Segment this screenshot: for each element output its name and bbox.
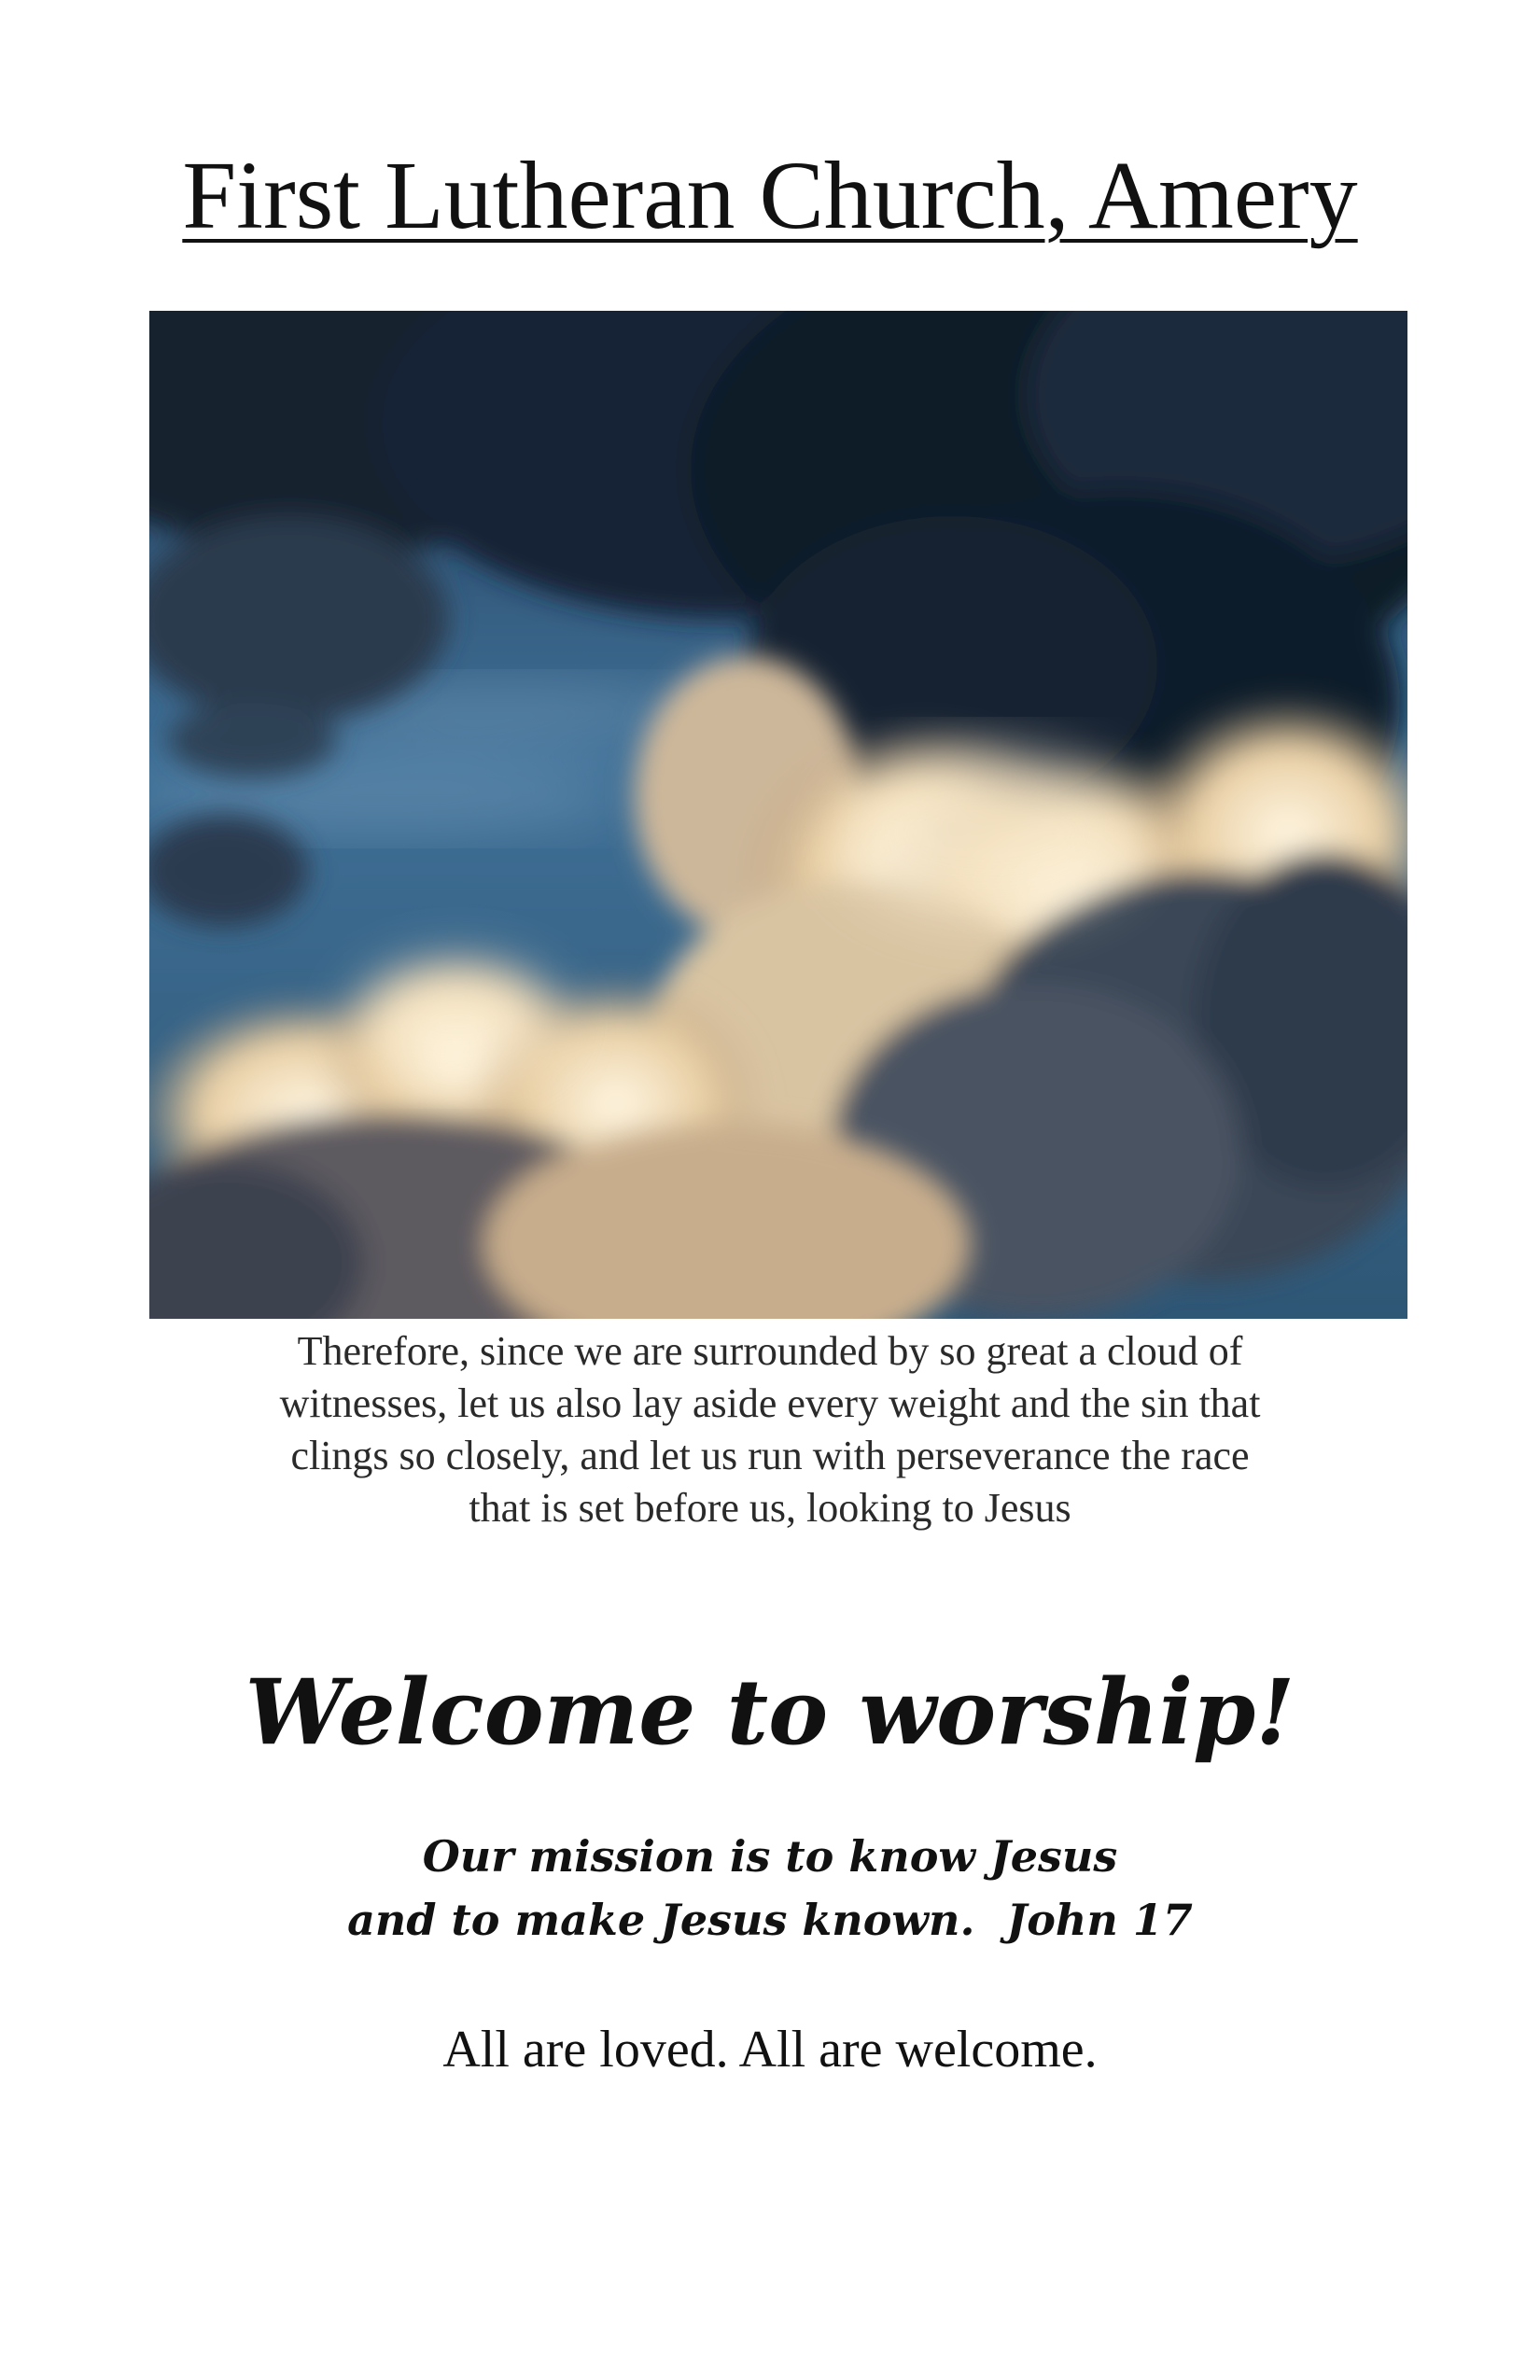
scripture-line: clings so closely, and let us run with perseverance the race [290, 1433, 1250, 1478]
welcome-heading: Welcome to worship! [245, 1659, 1295, 1765]
scripture-quote [187, 1325, 1353, 1534]
welcome-tagline: All are loved. All are welcome. [442, 2021, 1098, 2079]
mission-reference: John 17 [1006, 1895, 1193, 1945]
mission-line-2-text: and to make Jesus known. [347, 1895, 975, 1945]
mission-line-1: Our mission is to know Jesus [422, 1831, 1118, 1882]
mission-line-2 [0, 1888, 1540, 1952]
page-title [0, 140, 1540, 252]
scripture-line: that is set before us, looking to Jesus [469, 1485, 1071, 1531]
cloud-sky-photo [149, 311, 1407, 1319]
scripture-line: witnesses, let us also lay aside every weight and the sin that [279, 1380, 1261, 1426]
cloud-sky-illustration [149, 311, 1407, 1319]
church-name: First Lutheran Church, Amery [182, 142, 1358, 249]
mission-statement [0, 1825, 1540, 1952]
scripture-line: Therefore, since we are surrounded by so great a cloud of [297, 1328, 1243, 1374]
